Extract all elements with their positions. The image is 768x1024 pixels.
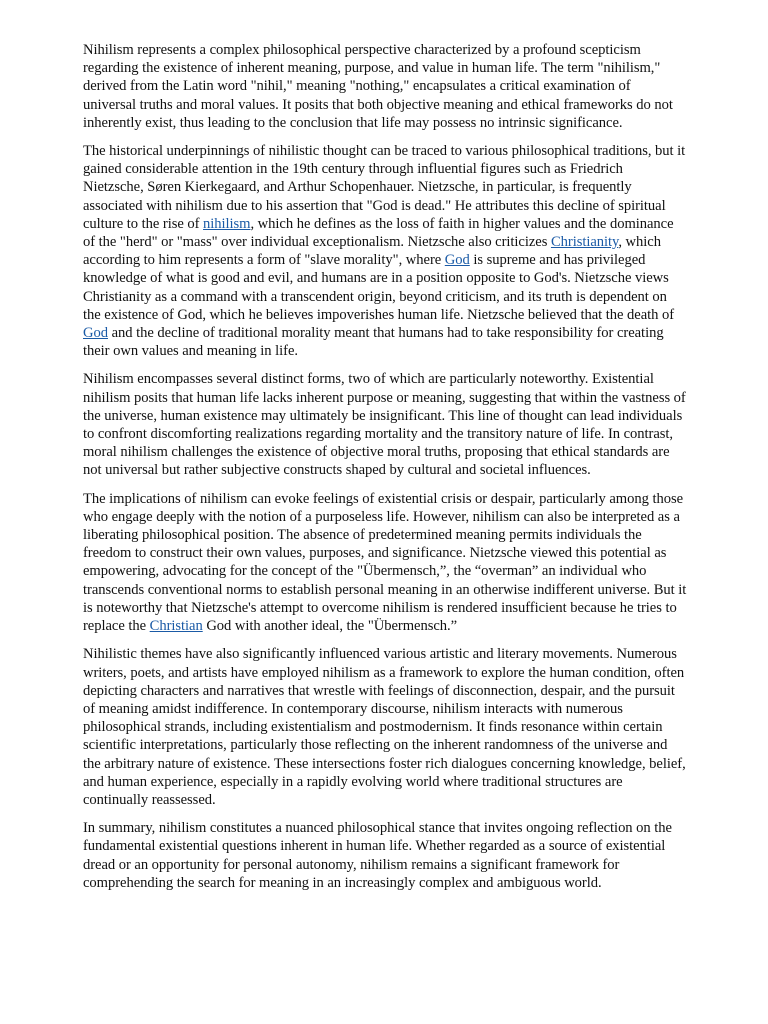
inline-link[interactable]: nihilism — [203, 215, 251, 232]
document-body — [83, 41, 687, 902]
paragraph-text: , which he defines as the loss of faith in higher values and the dominance of the "herd" or "mass" over individual exceptionalism. Nietzsche also criticizes — [83, 215, 674, 251]
inline-link[interactable]: Christian — [149, 618, 203, 635]
paragraph-implications — [83, 490, 687, 636]
paragraph-text: Nihilism encompasses several distinct forms, two of which are particularly noteworthy. Existential nihilism posits that human life lacks inherent purpose or meaning, suggesting that within the vastness of the universe, human existence may ultimately be insignificant. This line of thought can lead individuals to confront discomforting realizations regarding mortality and the transitory nature of life. In contrast, moral nihilism challenges the existence of objective moral truths, proposing that ethical standards are not universal but rather subjective constructs shaped by cultural and societal influences. — [83, 371, 686, 479]
paragraph-text: and the decline of traditional morality meant that humans had to take responsibility for creating their own values and meaning in life. — [83, 325, 664, 360]
paragraph-forms — [83, 370, 687, 479]
paragraph-text: The historical underpinnings of nihilistic thought can be traced to various philosophical traditions, but it gained considerable attention in the 19th century through influential figures such as Friedrich Nietzsche, Søren Kierkegaard, and Arthur Schopenhauer. Nietzsche, in particular, is frequently associated with nihilism due to his assertion that "God is dead." He attributes this decline of spiritual culture to the rise of — [83, 143, 686, 232]
paragraph-history — [83, 142, 687, 360]
inline-link[interactable]: God — [83, 325, 108, 342]
paragraph-summary — [83, 819, 687, 892]
paragraph-text: , which according to him represents a form of "slave morality", where — [83, 234, 661, 269]
paragraph-intro — [83, 41, 687, 132]
inline-link[interactable]: Christianity — [550, 234, 619, 251]
inline-link[interactable]: God — [444, 252, 470, 269]
paragraph-text: The implications of nihilism can evoke feelings of existential crisis or despair, particularly among those who engage deeply with the notion of a purposeless life. However, nihilism can also be interpreted as a liberating philosophical position. The absence of predetermined meaning permits individuals the freedom to construct their own values, purposes, and significance. Nietzsche viewed this potential as empowering, advocating for the concept of the "Übermensch,”, the “overman” an individual who transcends conventional norms to establish personal meaning in an otherwise indifferent universe. But it is noteworthy that Nietzsche's attempt to overcome nihilism is rendered insufficient because he tries to replace the — [83, 490, 687, 635]
paragraph-text: Nihilism represents a complex philosophical perspective characterized by a profound scepticism regarding the existence of inherent meaning, purpose, and value in human life. The term "nihilism," derived from the Latin word "nihil," meaning "nothing," encapsulates a critical examination of universal truths and moral values. It posits that both objective meaning and ethical frameworks do not inherently exist, thus leading to the conclusion that life may possess no intrinsic significance. — [83, 42, 673, 131]
paragraph-influence — [83, 645, 687, 809]
paragraph-text: Nihilistic themes have also significantly influenced various artistic and literary movements. Numerous writers, poets, and artists have employed nihilism as a framework to explore the human condition, often depicting characters and narratives that wrestle with feelings of disconnection, despair, and the pursuit of meaning amidst indifference. In contemporary discourse, nihilism interacts with numerous philosophical strands, including existentialism and postmodernism. It finds resonance within certain scientific interpretations, particularly those reflecting on the inherent randomness of the universe and the arbitrary nature of existence. These intersections foster rich dialogues concerning knowledge, belief, and human experience, especially in a rapidly evolving world where traditional structures are continually reassessed. — [83, 646, 686, 808]
paragraph-text: In summary, nihilism constitutes a nuanced philosophical stance that invites ongoing reflection on the fundamental existential questions inherent in human life. Whether regarded as a source of existential dread or an opportunity for personal autonomy, nihilism remains a significant framework for comprehending the search for meaning in an increasingly complex and ambiguous world. — [83, 820, 672, 891]
paragraph-text: is supreme and has privileged knowledge of what is good and evil, and humans are in a position opposite to God's. Nietzsche views Christianity as a command with a transcendent origin, beyond criticism, and its truth is dependent on the existence of God, which he believes impoverishes human life. Nietzsche believed that the death of — [83, 252, 675, 323]
paragraph-text: God with another ideal, the "Übermensch.” — [202, 618, 458, 635]
